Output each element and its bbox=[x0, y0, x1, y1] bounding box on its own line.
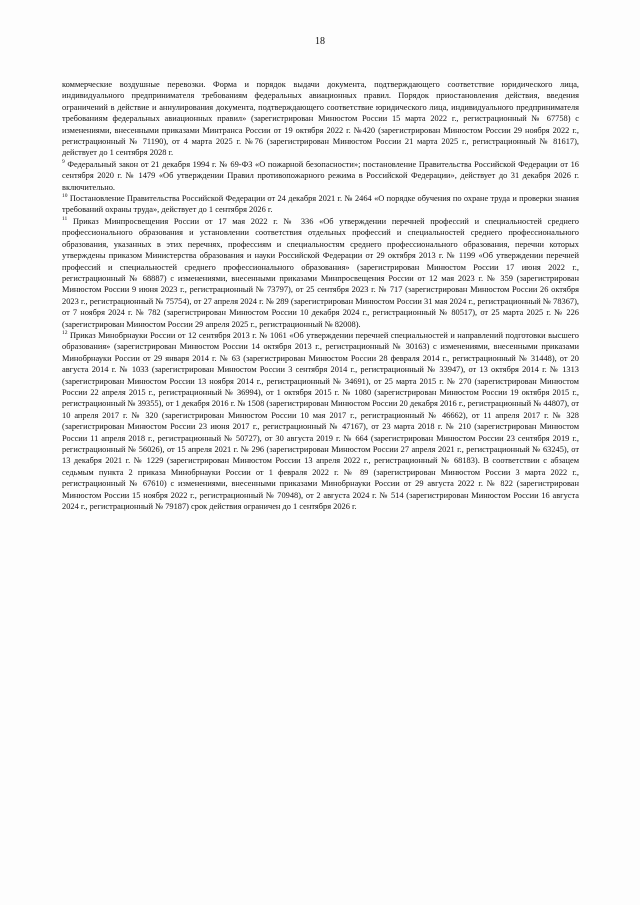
footnote-10 bbox=[62, 193, 579, 216]
footnote-marker: 9 bbox=[62, 159, 65, 166]
footnote-marker: 11 bbox=[62, 216, 68, 223]
footnote-text: Приказ Минпросвещения России от 17 мая 2022 г. № 336 «Об утверждении перечней профессий и специальностей среднего профессионального образования и установлении соответствия отдельных профессий и специальностей среднего профессионального образования, указанных в этих перечнях, профессиям и специальностям среднего профессионального образования, перечни которых утверждены приказом Министерства образования и науки Российской Федерации от 29 октября 2013 г. № 1199 «Об утверждении перечней профессий и специальностей среднего профессионального образования» (зарегистрирован Минюстом России 17 июня 2022 г., регистрационный № 68887) с изменениями, внесенными приказами Минпросвещения России от 12 мая 2023 г. № 359 (зарегистрирован Минюстом России 9 июня 2023 г., регистрационный № 73797), от 25 сентября 2023 г. № 717 (зарегистрирован Минюстом России 26 октября 2023 г., регистрационный № 75754), от 27 апреля 2024 г. № 289 (зарегистрирован Минюстом России 31 мая 2024 г., регистрационный № 78367), от 7 ноября 2024 г. № 782 (зарегистрирован Минюстом России 10 декабря 2024 г., регистрационный № 80517), от 25 марта 2025 г. № 226 (зарегистрирован Минюстом России 29 апреля 2025 г., регистрационный № 82008). bbox=[62, 216, 579, 329]
page-number: 18 bbox=[315, 36, 325, 47]
footnote-marker: 12 bbox=[62, 330, 68, 337]
footnote-12 bbox=[62, 330, 579, 513]
footnotes-block bbox=[62, 79, 579, 512]
footnote-text: Постановление Правительства Российской Федерации от 24 декабря 2021 г. № 2464 «О порядке обучения по охране труда и проверки знания требований охраны труда», действует до 1 сентября 2026 г. bbox=[62, 194, 579, 215]
footnote-9 bbox=[62, 159, 579, 193]
footnote-marker: 10 bbox=[62, 193, 68, 200]
footnote-text: коммерческие воздушные перевозки. Форма и порядок выдачи документа, подтверждающего соответствие юридического лица, индивидуального предпринимателя требованиям федеральных авиационных правил. Порядок приостановления действия, введения ограничений в действие и аннулирования документа, подтверждающего соответствие юридического лица, индивидуального предпринимателя требованиям федеральных авиационных правил» (зарегистрирован Минюстом России 15 марта 2022 г., регистрационный № 67758) с изменениями, внесенными приказами Минтранса России от 19 октября 2022 г. №420 (зарегистрирован Минюстом России 29 ноября 2022 г., регистрационный № 71190), от 4 марта 2025 г. №76 (зарегистрирован Минюстом России 21 марта 2025 г., регистрационный № 81617), действует до 1 сентября 2028 г. bbox=[62, 80, 579, 158]
footnote-text: Федеральный закон от 21 декабря 1994 г. № 69-ФЗ «О пожарной безопасности»; постановление Правительства Российской Федерации от 16 сентября 2020 г. № 1479 «Об утверждении Правил противопожарного режима в Российской Федерации», действует до 31 декабря 2026 г. включительно. bbox=[62, 159, 579, 192]
footnote-continuation bbox=[62, 79, 579, 159]
footnote-text: Приказ Минобрнауки России от 12 сентября 2013 г. № 1061 «Об утверждении перечней специальностей и направлений подготовки высшего образования» (зарегистрирован Минюстом России 14 октября 2013 г., регистрационный № 30163) с изменениями, внесенными приказами Минобрнауки России от 29 января 2014 г. № 63 (зарегистрирован Минюстом России 28 февраля 2014 г., регистрационный № 31448), от 20 августа 2014 г. № 1033 (зарегистрирован Минюстом России 3 сентября 2014 г., регистрационный № 33947), от 13 октября 2014 г. № 1313 (зарегистрирован Минюстом России 13 ноября 2014 г., регистрационный № 34691), от 25 марта 2015 г. № 270 (зарегистрирован Минюстом России 22 апреля 2015 г., регистрационный № 36994), от 1 октября 2015 г. № 1080 (зарегистрирован Минюстом России 19 октября 2015 г., регистрационный № 39355), от 1 декабря 2016 г. № 1508 (зарегистрирован Минюстом России 20 декабря 2016 г., регистрационный № 44807), от 10 апреля 2017 г. № 320 (зарегистрирован Минюстом России 10 мая 2017 г., регистрационный № 46662), от 11 апреля 2017 г. № 328 (зарегистрирован Минюстом России 23 июня 2017 г., регистрационный № 47167), от 23 марта 2018 г. № 210 (зарегистрирован Минюстом России 11 апреля 2018 г., регистрационный № 50727), от 30 августа 2019 г. № 664 (зарегистрирован Минюстом России 23 сентября 2019 г., регистрационный № 56026), от 15 апреля 2021 г. № 296 (зарегистрирован Минюстом России 27 апреля 2021 г., регистрационный № 63245), от 13 декабря 2021 г. № 1229 (зарегистрирован Минюстом России 13 апреля 2022 г., регистрационный № 68183). В соответствии с абзацем седьмым пункта 2 приказа Минобрнауки России от 1 февраля 2022 г. № 89 (зарегистрирован Минюстом России 3 марта 2022 г., регистрационный № 67610) с изменениями, внесенными приказами Минобрнауки России от 29 августа 2022 г. № 822 (зарегистрирован Минюстом России 15 ноября 2022 г., регистрационный № 70948), от 2 августа 2024 г. № 514 (зарегистрирован Минюстом России 16 августа 2024 г., регистрационный № 79187) срок действия ограничен до 1 сентября 2026 г. bbox=[62, 330, 579, 512]
footnote-11 bbox=[62, 216, 579, 330]
